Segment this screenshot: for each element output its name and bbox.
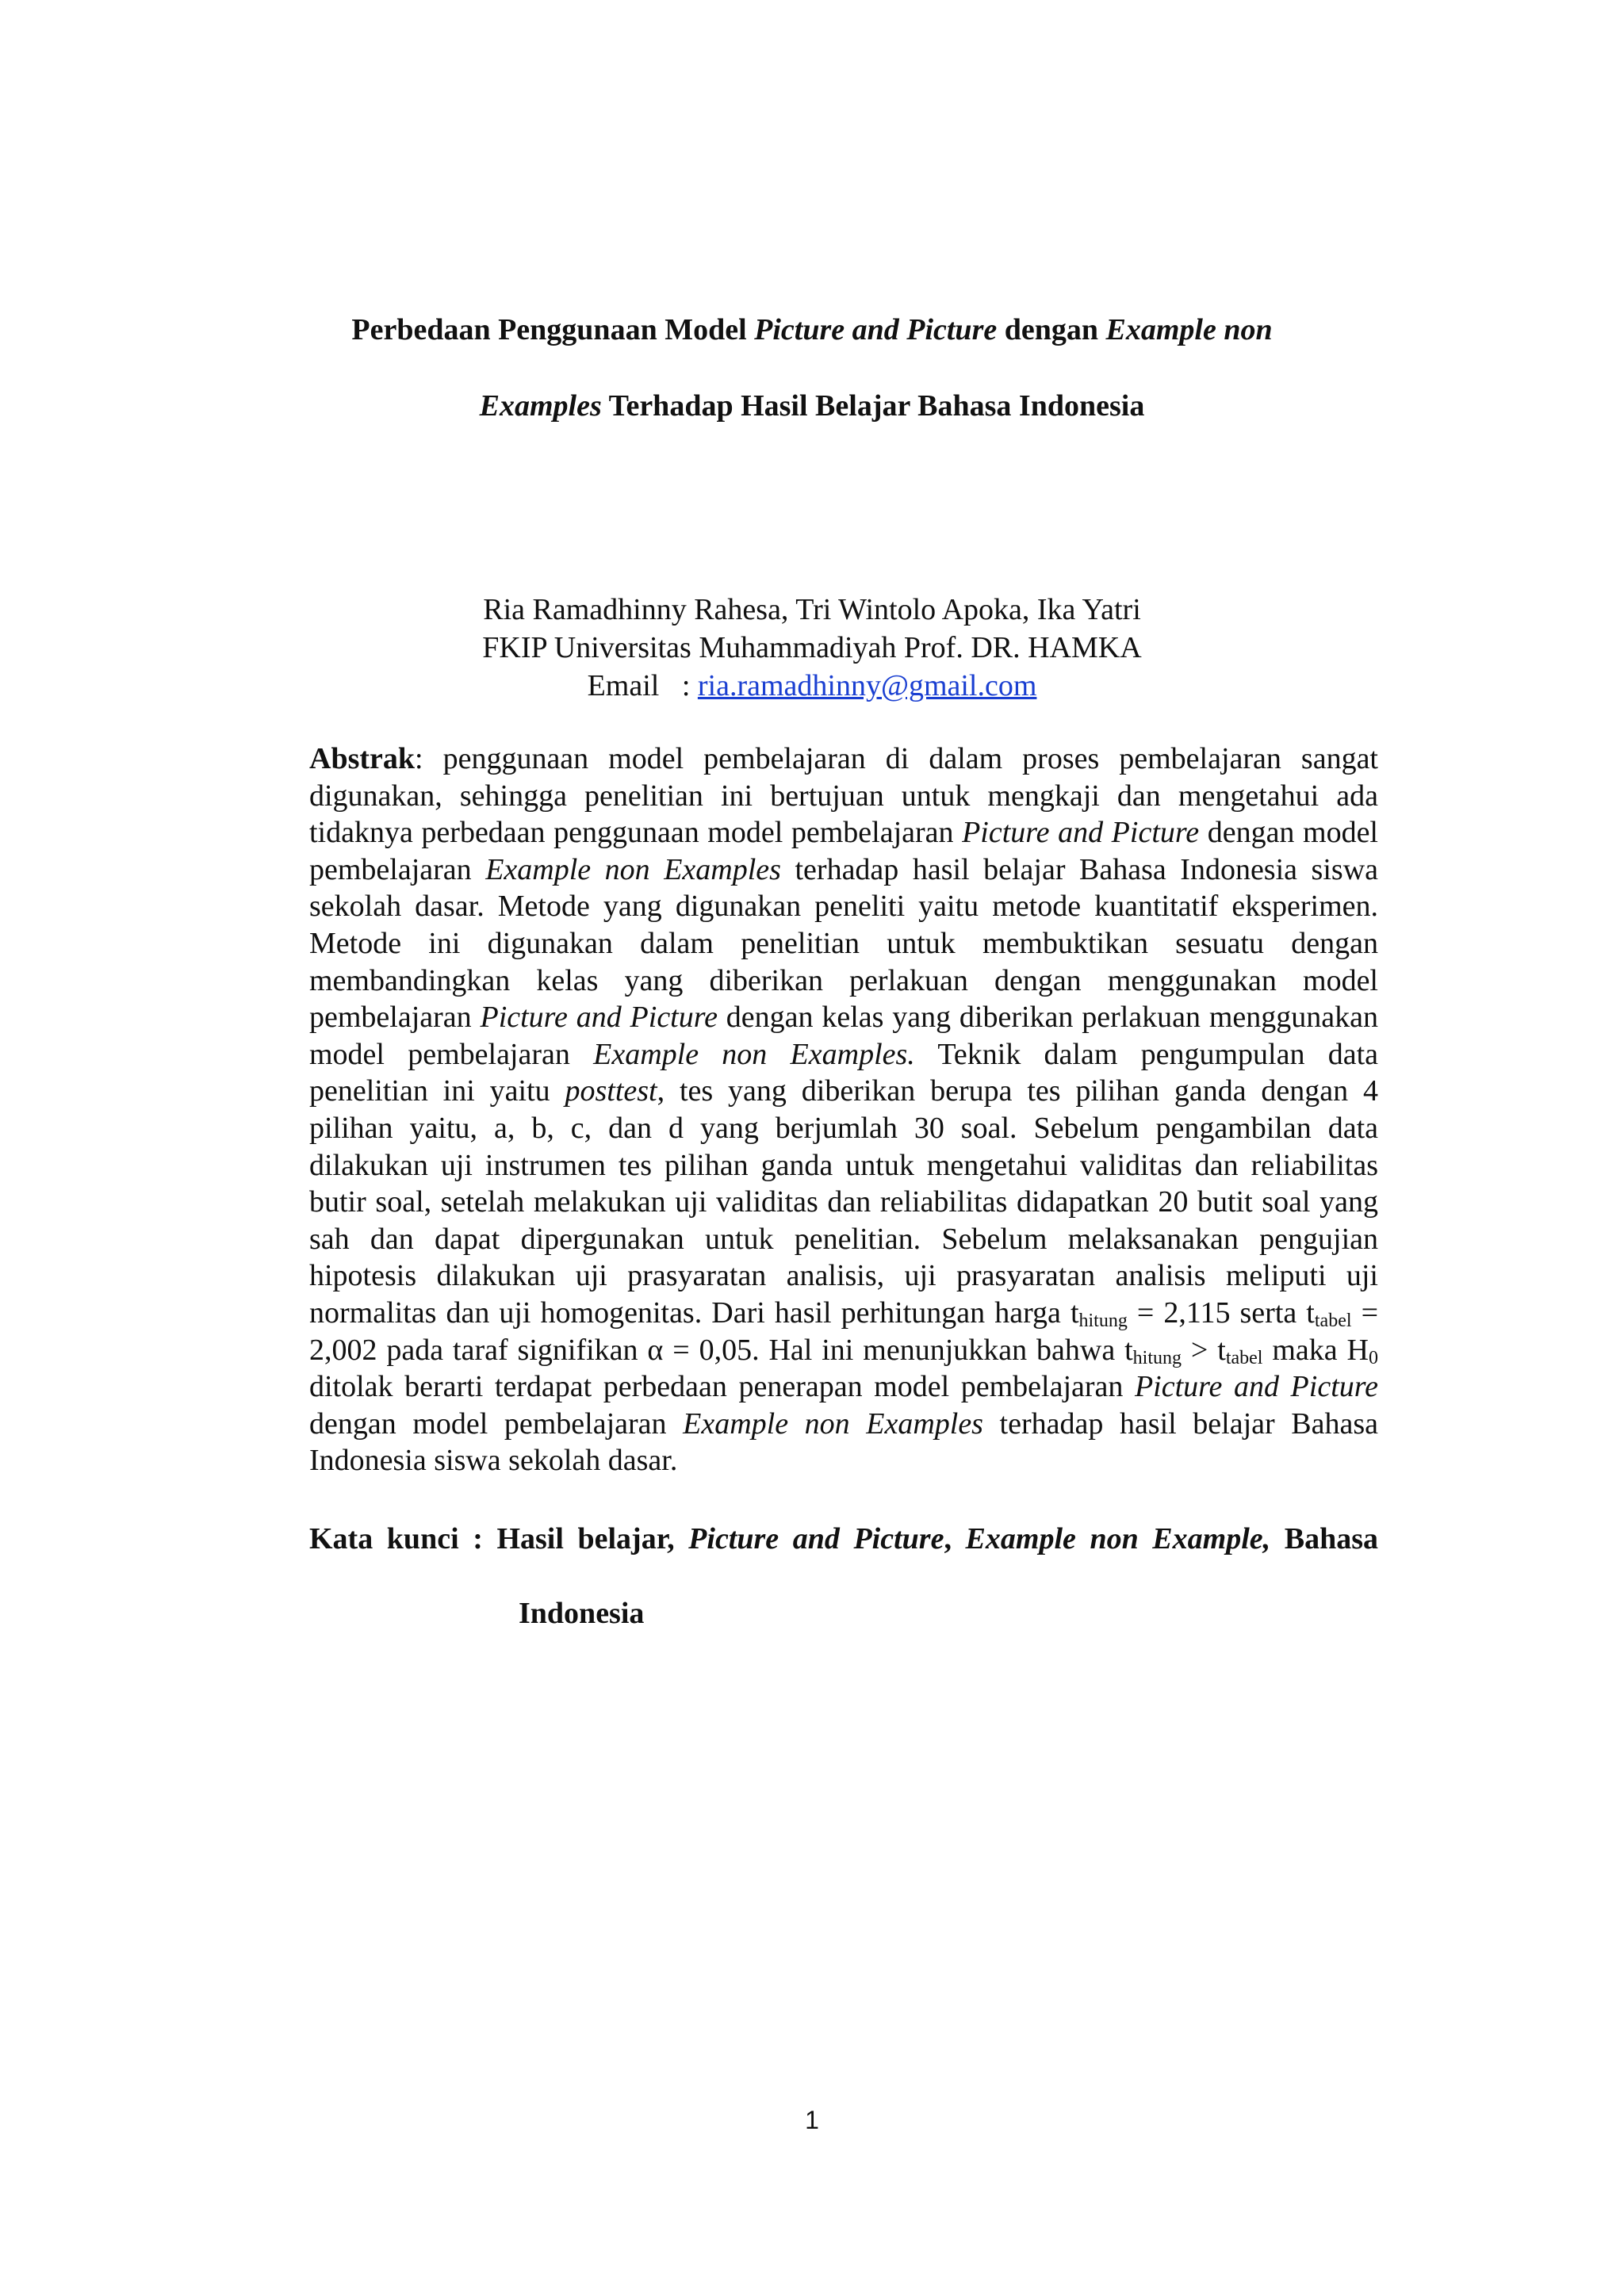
keywords-italic-text: Example non Example,: [965, 1522, 1271, 1556]
keywords-text: Kata kunci : Hasil belajar,: [309, 1522, 689, 1556]
keywords-italic-text: Picture and Picture: [688, 1522, 944, 1556]
subscript: hitung: [1078, 1310, 1128, 1331]
page-number: 1: [805, 2106, 819, 2134]
abstract-text: terhadap hasil belajar Bahasa Indonesia siswa sekolah dasar.: [309, 1406, 1378, 1478]
abstract-text: : penggunaan model pembelajaran di dalam proses pembelajaran sangat digunakan, sehingga penelitian ini bertujuan untuk mengkaji dan mengetahui ada tidaknya perbedaan penggunaan model pembelajaran: [309, 742, 1378, 850]
abstract-italic-text: Picture and Picture: [1134, 1370, 1378, 1404]
paper-title-line-1: [0, 312, 1624, 347]
paper-title-line-2: [0, 388, 1624, 423]
abstract-italic-text: Example non Examples: [485, 852, 781, 886]
abstract-text: dengan model pembelajaran: [309, 816, 1378, 886]
abstract-italic-text: Picture and Picture: [962, 816, 1200, 850]
abstract-italic-text: Example non Examples.: [593, 1037, 915, 1071]
keywords-continuation: Indonesia: [519, 1597, 645, 1630]
abstract-text: = 2,002 pada taraf signifikan α = 0,05. Hal ini menunjukkan bahwa t: [309, 1295, 1378, 1367]
keywords-line: [309, 1521, 1378, 1557]
abstract-label: Abstrak: [309, 742, 416, 775]
abstract-italic-text: Picture and Picture: [480, 1001, 718, 1035]
abstract-text: Teknik dalam pengumpulan data penelitian ini yaitu: [309, 1037, 1379, 1108]
title-italic-text: Example non: [1105, 313, 1273, 346]
subscript: 0: [1369, 1347, 1378, 1368]
abstract-italic-text: Example non Examples: [683, 1406, 983, 1441]
abstract-text: dengan kelas yang diberikan perlakuan menggunakan model pembelajaran: [309, 1001, 1378, 1071]
email-link[interactable]: ria.ramadhinny@gmail.com: [697, 669, 1037, 702]
title-text: dengan: [997, 313, 1106, 346]
keywords-text: ,: [944, 1522, 966, 1556]
abstract-text: dengan model pembelajaran: [309, 1406, 684, 1441]
title-italic-text: Examples: [479, 389, 602, 423]
email-label: Email :: [587, 669, 698, 702]
abstract-paragraph: [309, 740, 1378, 1479]
author-affiliation: FKIP Universitas Muhammadiyah Prof. DR. HAMKA: [482, 631, 1142, 664]
subscript: tabel: [1314, 1310, 1352, 1331]
abstract-text: terhadap hasil belajar Bahasa Indonesia siswa sekolah dasar. Metode yang digunakan peneliti yaitu metode kuantitatif eksperimen. Metode ini digunakan dalam penelitian untuk membuktikan sesuatu dengan membandingkan kelas yang diberikan perlakuan dengan menggunakan model pembelajaran: [309, 852, 1378, 1035]
abstract-text: ditolak berarti terdapat perbedaan penerapan model pembelajaran: [309, 1370, 1135, 1404]
title-text: Terhadap Hasil Belajar Bahasa Indonesia: [601, 389, 1145, 423]
keywords-text: Bahasa: [1270, 1522, 1378, 1556]
author-names: Ria Ramadhinny Rahesa, Tri Wintolo Apoka, Ika Yatri: [483, 593, 1141, 626]
abstract-text: = 2,115 serta t: [1127, 1295, 1315, 1330]
abstract-text: maka H: [1262, 1333, 1369, 1367]
abstract-text: , tes yang diberikan berupa tes pilihan ganda dengan 4 pilihan yaitu, a, b, c, dan d yang berjumlah 30 soal. Sebelum pengambilan data dilakukan uji instrumen tes pilihan ganda untuk mengetahui validitas dan reliabilitas butir soal, setelah melakukan uji validitas dan reliabilitas didapatkan 20 butit soal yang sah dan dapat dipergunakan untuk penelitian. Sebelum melaksanakan pengujian hipotesis dilakukan uji prasyaratan analisis, uji prasyaratan analisis meliputi uji normalitas dan uji homogenitas. Dari hasil perhitungan harga t: [309, 1074, 1378, 1330]
subscript: hitung: [1132, 1347, 1182, 1368]
title-italic-text: Picture and Picture: [754, 313, 998, 346]
subscript: tabel: [1225, 1347, 1263, 1368]
abstract-text: > t: [1182, 1333, 1226, 1367]
title-text: Perbedaan Penggunaan Model: [351, 313, 755, 346]
author-email-line: [0, 668, 1624, 704]
abstract-italic-text: posttest: [565, 1074, 657, 1108]
